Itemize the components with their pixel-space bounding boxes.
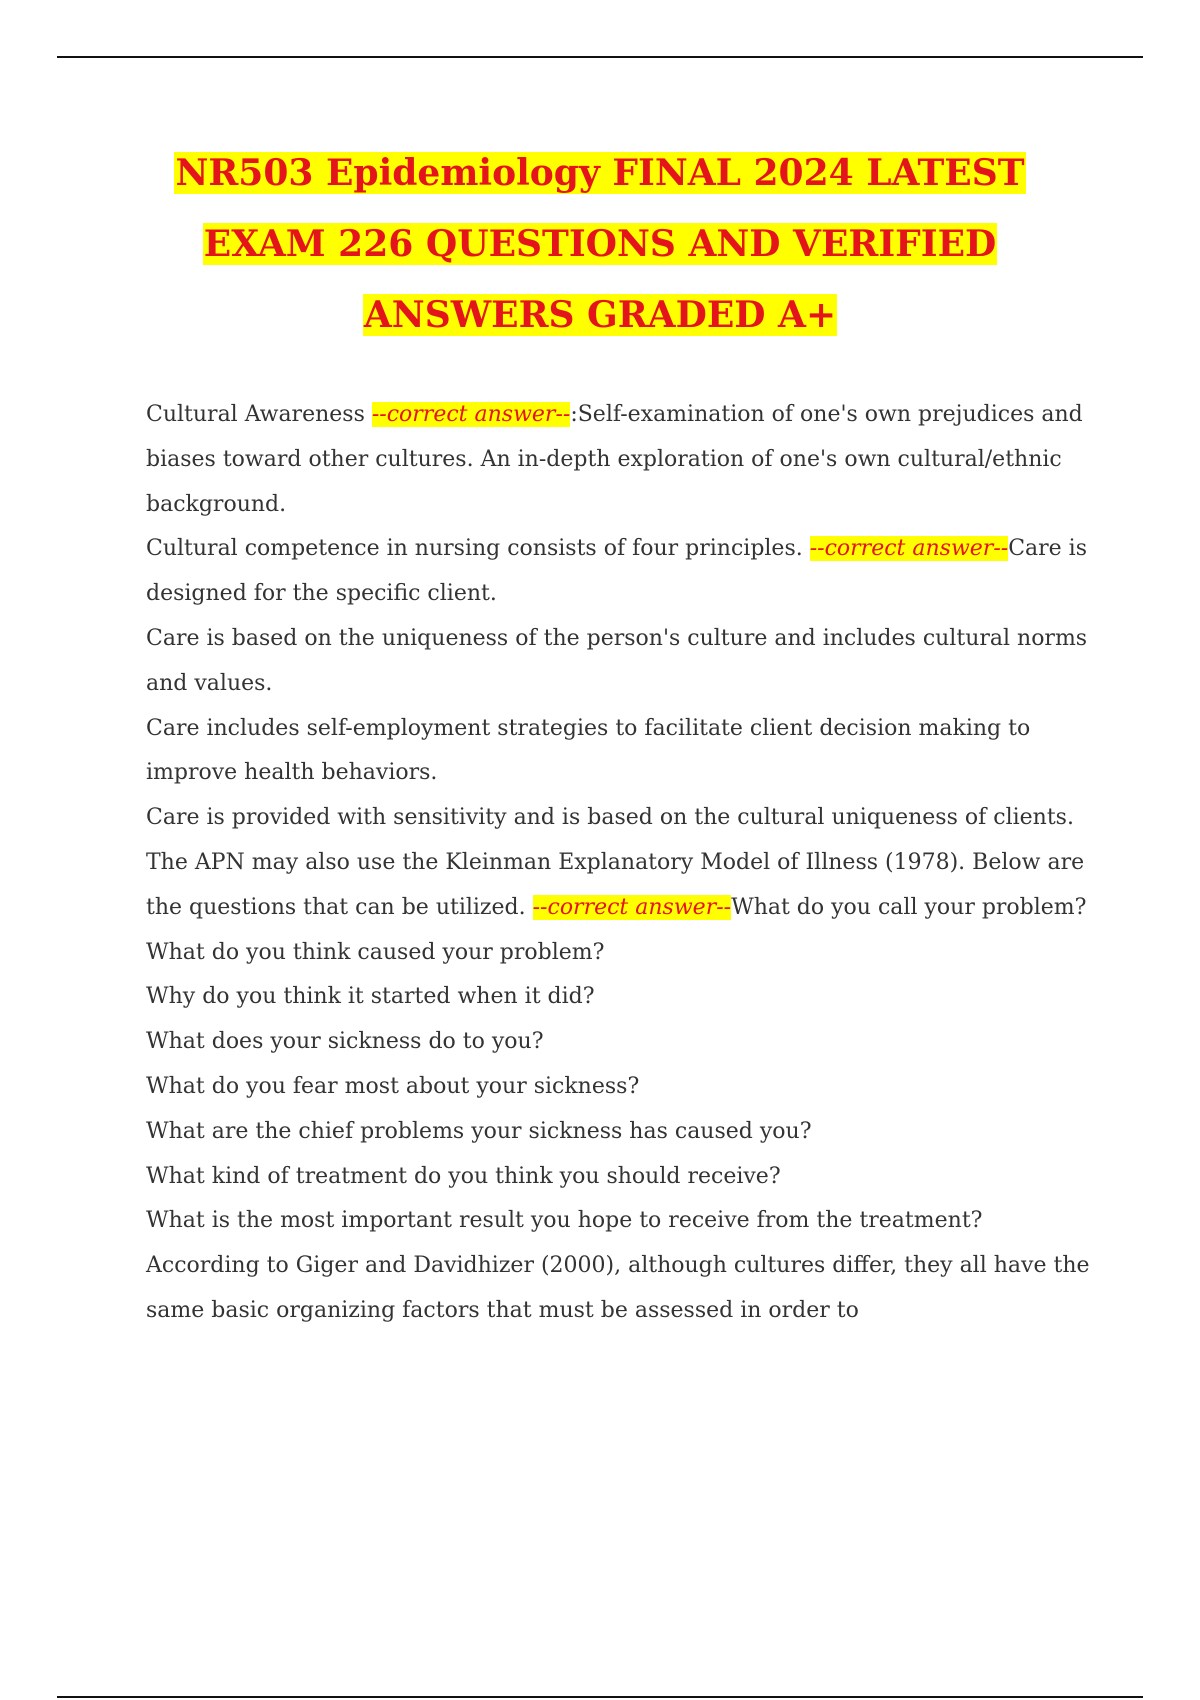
top-rule	[57, 56, 1143, 58]
text-line: What is the most important result you hope to receive from the treatment?	[146, 1208, 983, 1234]
document-body	[146, 393, 1096, 1334]
question-text: Cultural Awareness	[146, 402, 372, 427]
text-line: What does your sickness do to you?	[146, 1029, 544, 1055]
answer-text: Care is designed for the specific client.	[146, 536, 1087, 607]
text-line: Why do you think it started when it did?	[146, 984, 595, 1010]
document-title	[60, 138, 1140, 351]
question-text: The APN may also use the Kleinman Explanatory Model of Illness (1978). Below are the questions that can be utilized.	[146, 849, 1085, 920]
text-line: Care includes self-employment strategies to facilitate client decision making to improve health behaviors.	[146, 715, 1031, 786]
text-line: What are the chief problems your sickness has caused you?	[146, 1118, 812, 1144]
final-paragraph: According to Giger and Davidhizer (2000), although cultures differ, they all have the same basic organizing factors that must be assessed in order to	[146, 1253, 1090, 1323]
text-line: What do you think caused your problem?	[146, 939, 605, 965]
title-line-2: EXAM 226 QUESTIONS AND VERIFIED	[203, 223, 997, 265]
correct-answer-tag: --correct answer--	[532, 894, 732, 920]
qa-entry-kleinman-model	[146, 841, 1096, 931]
text-line: Care is provided with sensitivity and is based on the cultural uniqueness of clients.	[146, 805, 1074, 831]
correct-answer-tag: --correct answer--	[809, 536, 1009, 562]
text-line: What do you fear most about your sickness?	[146, 1073, 640, 1099]
title-line-1: NR503 Epidemiology FINAL 2024 LATEST	[175, 152, 1025, 194]
bottom-rule	[57, 1696, 1143, 1698]
qa-entry-cultural-awareness	[146, 393, 1096, 527]
qa-entry-cultural-competence	[146, 527, 1096, 617]
correct-answer-tag: --correct answer--	[371, 402, 571, 427]
text-line: What kind of treatment do you think you should receive?	[146, 1163, 781, 1189]
title-line-3: ANSWERS GRADED A+	[363, 294, 837, 336]
question-text: Cultural competence in nursing consists of four principles.	[146, 536, 810, 562]
answer-text: :Self-examination of one's own prejudices and biases toward other cultures. An in-depth exploration of one's own cultural/ethnic background.	[146, 402, 1083, 517]
text-line: Care is based on the uniqueness of the person's culture and includes cultural norms and values.	[146, 625, 1088, 696]
answer-text: What do you call your problem?	[731, 894, 1087, 920]
